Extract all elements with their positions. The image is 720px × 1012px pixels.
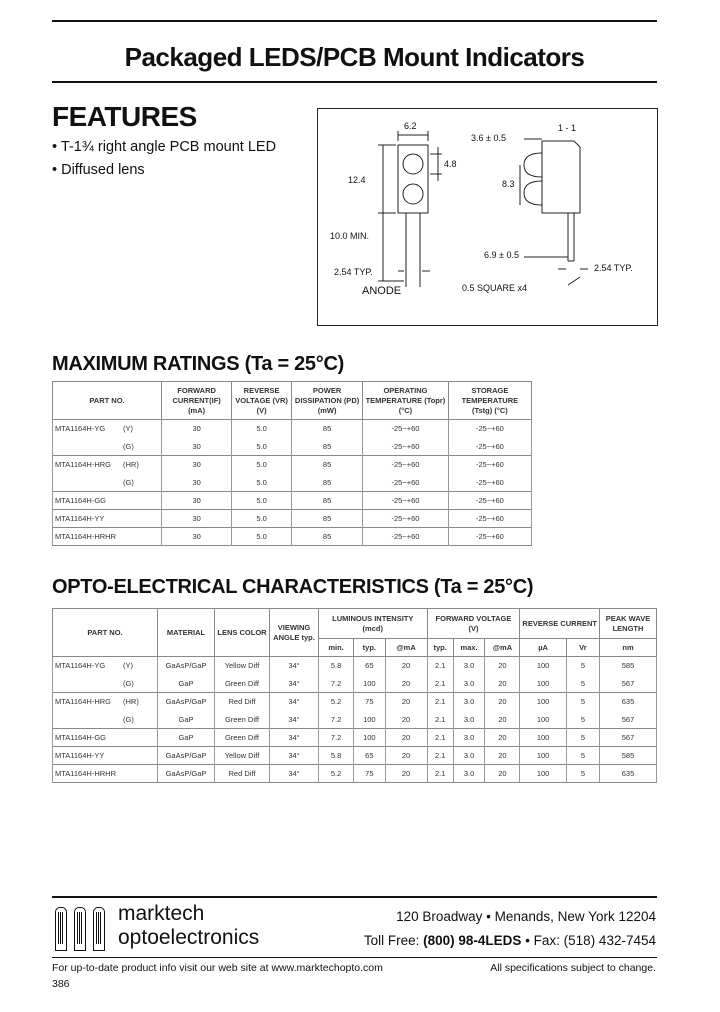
col-header: LENS COLOR [215,609,270,657]
table-cell: GaP [158,675,215,693]
table-cell: 2.1 [427,747,453,765]
table-cell: 5 [566,675,599,693]
table-cell: 567 [600,729,657,747]
part-cell [53,474,162,492]
part-variant: (G) [123,678,134,688]
feature-item: • Diffused lens [52,162,145,178]
sub-header: @mA [485,639,520,657]
dim-label: 6.9 ± 0.5 [484,250,519,260]
part-cell [53,747,158,765]
part-variant: (G) [123,714,134,724]
feature-item: • T-1¾ right angle PCB mount LED [52,139,277,155]
dim-label: 3.6 ± 0.5 [471,133,506,143]
toll-number: (800) 98-4LEDS [423,933,522,948]
table-cell: 635 [600,765,657,783]
table-cell: 30 [162,528,232,546]
table-cell: 5 [566,747,599,765]
part-cell [53,438,162,456]
table-cell: -25~+60 [448,474,531,492]
anode-label: ANODE [362,285,402,297]
sub-header: typ. [354,639,386,657]
table-cell: 5.2 [319,765,354,783]
table-cell: 7.2 [319,675,354,693]
table-cell: GaP [158,711,215,729]
table-cell: 100 [520,747,566,765]
table-cell: 7.2 [319,711,354,729]
table-row [53,438,532,456]
col-header: PART NO. [53,382,162,420]
brand-name: marktech [118,902,205,925]
part-variant: (Y) [123,661,133,671]
dim-label: 0.5 SQUARE x4 [462,283,528,293]
part-cell [53,729,158,747]
dim-label: 2.54 TYP. [334,267,373,277]
footer-rule [52,896,657,898]
part-variant: (HR) [123,697,139,707]
sub-header: µA [520,639,566,657]
sub-header: min. [319,639,354,657]
table-cell: 5.0 [232,492,292,510]
dim-label: 6.2 [404,121,417,131]
table-cell: -25~+60 [448,492,531,510]
part-variant: (HR) [123,460,139,470]
table-cell: 100 [520,765,566,783]
table-cell: 3.0 [453,675,485,693]
dim-label: 12.4 [348,175,366,185]
table-cell: 30 [162,492,232,510]
table-cell: -25~+60 [448,456,531,474]
table-cell: 100 [520,675,566,693]
table-cell: 3.0 [453,729,485,747]
table-cell: 85 [291,420,362,438]
table-cell: 34° [270,747,319,765]
address: 120 Broadway • Menands, New York 12204 [396,909,656,924]
table-cell: 85 [291,510,362,528]
col-header: OPERATING TEMPERATURE (Topr) (°C) [363,382,449,420]
table-cell: GaAsP/GaP [158,693,215,711]
table-cell: 3.0 [453,693,485,711]
dim-label: 8.3 [502,179,515,189]
table-cell: 34° [270,675,319,693]
table-cell: -25~+60 [363,528,449,546]
table-cell: 2.1 [427,711,453,729]
footer-bottom-rule [52,957,657,958]
table-cell: 5.8 [319,747,354,765]
part-number: MTA1164H-YY [55,514,105,523]
website-note: For up-to-date product info visit our web site at www.marktechopto.com [52,962,383,974]
title-rule [52,81,657,83]
table-cell: 100 [354,675,386,693]
part-variant: (G) [123,477,134,487]
table-cell: 85 [291,492,362,510]
top-rule [52,20,657,22]
col-header: MATERIAL [158,609,215,657]
table-cell: Green Diff [215,729,270,747]
table-cell: 585 [600,747,657,765]
max-ratings-table [52,381,532,546]
table-cell: 30 [162,474,232,492]
table-cell: 85 [291,456,362,474]
table-cell: Yellow Diff [215,657,270,675]
table-cell: 20 [385,657,427,675]
col-header: PEAK WAVE LENGTH [600,609,657,639]
part-cell [53,492,162,510]
table-cell: 5.0 [232,438,292,456]
table-cell: 635 [600,693,657,711]
part-cell [53,420,162,438]
col-header: REVERSE VOLTAGE (VR) (V) [232,382,292,420]
table-row [53,528,532,546]
opto-heading: OPTO-ELECTRICAL CHARACTERISTICS (Ta = 25°C) [52,576,534,598]
table-cell: GaAsP/GaP [158,657,215,675]
table-cell: 585 [600,657,657,675]
part-number: MTA1164H-GG [55,733,106,742]
table-row [53,492,532,510]
part-variant: (Y) [123,424,133,434]
part-cell [53,693,158,711]
table-cell: GaAsP/GaP [158,765,215,783]
part-number: MTA1164H-YG [55,424,106,434]
max-ratings-heading: MAXIMUM RATINGS (Ta = 25°C) [52,353,344,375]
table-cell: 5.2 [319,693,354,711]
part-cell [53,510,162,528]
table-row [53,693,657,711]
table-cell: -25~+60 [363,492,449,510]
table-cell: 34° [270,693,319,711]
sub-header: typ. [427,639,453,657]
table-cell: 3.0 [453,765,485,783]
table-cell: 100 [354,729,386,747]
brand-tagline: optoelectronics [118,926,260,949]
table-cell: 5.0 [232,528,292,546]
table-row [53,420,532,438]
col-header: LUMINOUS INTENSITY (mcd) [319,609,428,639]
table-cell: Yellow Diff [215,747,270,765]
table-cell: -25~+60 [448,528,531,546]
table-cell: 20 [385,675,427,693]
table-row [53,510,532,528]
table-cell: 65 [354,657,386,675]
table-cell: 20 [485,747,520,765]
col-header: STORAGE TEMPERATURE (Tstg) (°C) [448,382,531,420]
table-cell: 2.1 [427,693,453,711]
opto-table [52,608,657,783]
table-cell: 85 [291,438,362,456]
part-number: MTA1164H-HRG [55,460,111,470]
col-header: VIEWING ANGLE typ. [270,609,319,657]
dim-label: 1 - 1 [558,123,577,133]
table-cell: 100 [520,693,566,711]
part-number: MTA1164H-YY [55,751,105,760]
dim-label: 4.8 [444,159,457,169]
col-header: PART NO. [53,609,158,657]
table-cell: 85 [291,474,362,492]
col-header: FORWARD VOLTAGE (V) [427,609,520,639]
table-cell: 20 [385,765,427,783]
table-row [53,765,657,783]
table-cell: 20 [385,729,427,747]
table-cell: 3.0 [453,657,485,675]
table-cell: 5 [566,765,599,783]
table-cell: 5 [566,711,599,729]
table-cell: 75 [354,765,386,783]
table-cell: -25~+60 [448,510,531,528]
table-row [53,657,657,675]
table-cell: 65 [354,747,386,765]
table-cell: 20 [485,675,520,693]
table-cell: 20 [385,693,427,711]
table-cell: -25~+60 [363,474,449,492]
part-number: MTA1164H-YG [55,661,106,671]
table-cell: Red Diff [215,693,270,711]
table-cell: 567 [600,711,657,729]
sub-header: nm [600,639,657,657]
table-cell: -25~+60 [448,438,531,456]
part-number: MTA1164H-HRHR [55,532,116,541]
table-cell: 3.0 [453,747,485,765]
table-cell: GaP [158,729,215,747]
toll-label: Toll Free: [363,933,424,948]
sub-header: max. [453,639,485,657]
table-cell: 20 [485,711,520,729]
part-cell [53,765,158,783]
table-cell: 5 [566,729,599,747]
table-cell: 5 [566,657,599,675]
table-cell: 20 [485,729,520,747]
table-cell: 85 [291,528,362,546]
part-number: MTA1164H-HRG [55,697,111,707]
table-cell: Green Diff [215,711,270,729]
table-cell: 20 [485,765,520,783]
dim-label: 2.54 TYP. [594,263,633,273]
table-cell: 30 [162,456,232,474]
page-number: 386 [52,978,70,990]
table-cell: 30 [162,438,232,456]
table-row [53,711,657,729]
dimension-diagram [317,108,658,326]
table-cell: 5.0 [232,456,292,474]
sub-header: Vr [566,639,599,657]
table-cell: 3.0 [453,711,485,729]
part-variant: (G) [123,441,134,451]
table-cell: 100 [354,711,386,729]
fax: • Fax: (518) 432-7454 [521,933,656,948]
page-title: Packaged LEDS/PCB Mount Indicators [124,42,585,72]
table-cell: -25~+60 [448,420,531,438]
part-cell [53,528,162,546]
table-cell: 2.1 [427,729,453,747]
table-cell: 5.0 [232,474,292,492]
table-cell: Green Diff [215,675,270,693]
table-cell: 5.0 [232,510,292,528]
dim-label: 10.0 MIN. [330,231,370,241]
table-cell: 5 [566,693,599,711]
table-cell: 7.2 [319,729,354,747]
table-row [53,675,657,693]
table-cell: 20 [485,657,520,675]
contact-line [364,933,656,948]
table-row [53,456,532,474]
table-cell: 100 [520,711,566,729]
table-cell: 567 [600,675,657,693]
table-cell: 30 [162,510,232,528]
part-number: MTA1164H-HRHR [55,769,116,778]
table-cell: 5.8 [319,657,354,675]
table-cell: -25~+60 [363,510,449,528]
table-cell: 75 [354,693,386,711]
table-cell: 34° [270,765,319,783]
sub-header: @mA [385,639,427,657]
table-row [53,474,532,492]
table-cell: 2.1 [427,675,453,693]
table-cell: 2.1 [427,765,453,783]
table-cell: -25~+60 [363,438,449,456]
table-cell: 5.0 [232,420,292,438]
table-cell: 30 [162,420,232,438]
table-cell: 20 [385,747,427,765]
part-cell [53,657,158,675]
table-cell: 34° [270,729,319,747]
table-cell: 20 [385,711,427,729]
table-row [53,729,657,747]
table-cell: Red Diff [215,765,270,783]
table-cell: 100 [520,729,566,747]
table-cell: 2.1 [427,657,453,675]
col-header: REVERSE CURRENT [520,609,600,639]
disclaimer: All specifications subject to change. [490,962,656,974]
part-number: MTA1164H-GG [55,496,106,505]
table-cell: 20 [485,693,520,711]
col-header: POWER DISSIPATION (PD) (mW) [291,382,362,420]
col-header: FORWARD CURRENT(IF) (mA) [162,382,232,420]
table-cell: 34° [270,657,319,675]
table-cell: 100 [520,657,566,675]
table-cell: -25~+60 [363,456,449,474]
part-cell [53,456,162,474]
table-cell: GaAsP/GaP [158,747,215,765]
table-cell: -25~+60 [363,420,449,438]
part-cell [53,711,158,729]
table-cell: 34° [270,711,319,729]
table-row [53,747,657,765]
part-cell [53,675,158,693]
features-heading: FEATURES [52,101,197,132]
